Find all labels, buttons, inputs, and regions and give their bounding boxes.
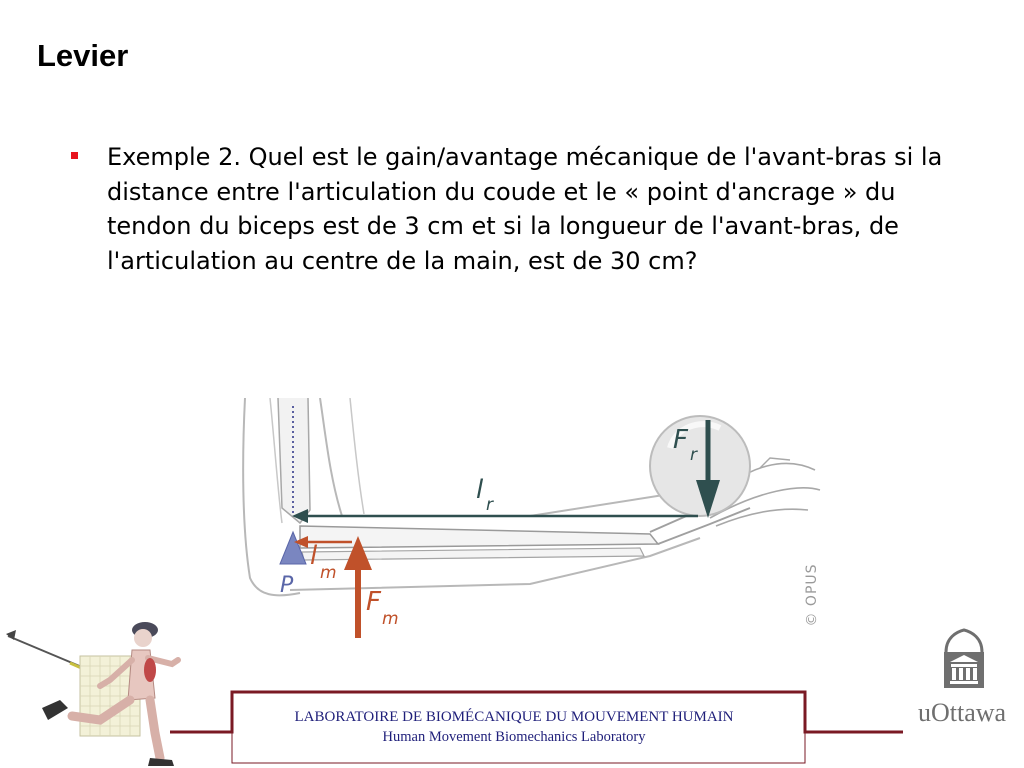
footer-line-fr: LABORATOIRE DE BIOMÉCANIQUE DU MOUVEMENT HUMAIN (294, 709, 734, 725)
arm-lever-diagram (230, 398, 830, 648)
label-fm: F (366, 587, 381, 617)
uottawa-crest-icon (936, 628, 992, 690)
footer-lab-name (240, 707, 788, 747)
label-lm: l (310, 541, 318, 571)
label-lr: l (476, 475, 484, 505)
bullet-text: Exemple 2. Quel est le gain/avantage mécanique de l'avant-bras si la distance entre l'articulation du coude et le « point d'ancrage » du tendon du biceps est de 3 cm et si la longueur de l'avant-bras, de l'articulation au centre de la main, est de 30 cm? (107, 143, 943, 275)
uottawa-logo-text: uOttawa (918, 698, 1007, 727)
footer-line-en: Human Movement Biomechanics Laboratory (382, 729, 646, 745)
label-lr-sub: r (486, 495, 493, 515)
label-fm-sub: m (382, 609, 399, 629)
label-fr-sub: r (690, 445, 697, 465)
copyright-mark: © OPUS (804, 563, 820, 627)
bullet-marker (71, 152, 78, 159)
label-fr: F (673, 425, 688, 455)
label-lm-sub: m (320, 563, 337, 583)
slide-title: Levier (37, 38, 129, 73)
label-pivot: P (280, 573, 294, 598)
